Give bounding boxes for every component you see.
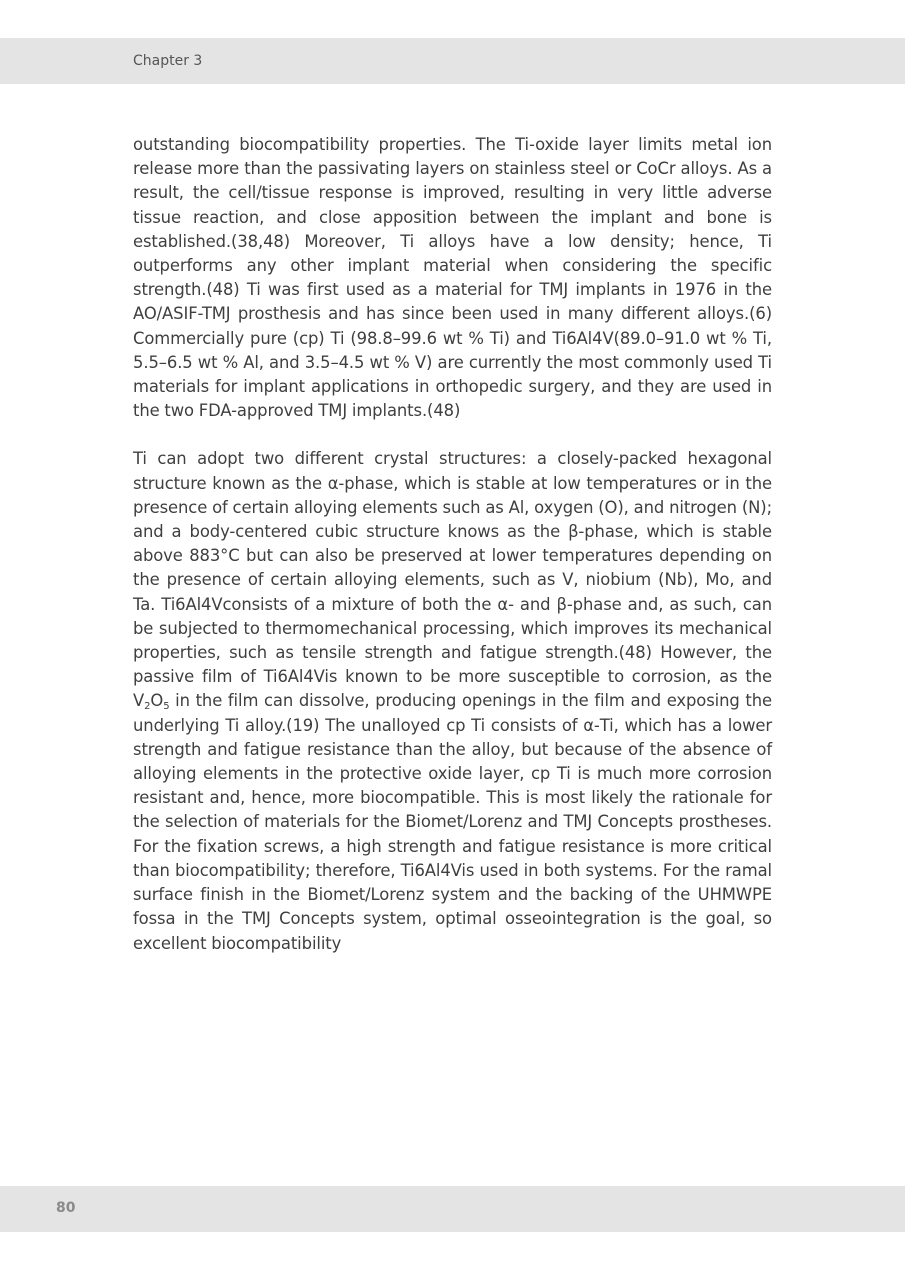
paragraph-2-part-2: in the film can dissolve, producing openings in the film and exposing the underlying Ti alloy.(19) The unalloyed cp Ti consists of α-Ti, which has a lower strength and fatigue resistance than the alloy, but because of the absence of alloying elements in the protective oxide layer, cp Ti is much more corrosion resistant and, hence, more biocompatible. This is most likely the rationale for the selection of materials for the Biomet/Lorenz and TMJ Concepts prostheses. For the fixation screws, a high strength and fatigue resistance is more critical than biocompatibility; therefore, Ti6Al4Vis used in both systems. For the ramal surface finish in the Biomet/Lorenz system and the backing of the UHMWPE fossa in the TMJ Concepts system, optimal osseointegration is the goal, so excellent biocompatibility [133,691,772,953]
paragraph-2-part-1: Ti can adopt two different crystal structures: a closely-packed hexagonal structure known as the α-phase, which is stable at low temperatures or in the presence of certain alloying elements such as Al, oxygen (O), and nitrogen (N); and a body-centered cubic structure knows as the β-phase, which is stable above 883°C but can also be preserved at lower temperatures depending on the presence of certain alloying elements, such as V, niobium (Nb), Mo, and Ta. Ti6Al4Vconsists of a mixture of both the α- and β-phase and, as such, can be subjected to thermomechanical processing, which improves its mechanical properties, such as tensile strength and fatigue strength.(48) However, the passive film of Ti6Al4Vis known to be more susceptible to corrosion, as the [133,449,772,687]
running-footer [0,1186,905,1232]
chapter-label: Chapter 3 [133,53,203,69]
running-header [0,38,905,84]
v2o5-formula: $V_2O_5$ [133,691,170,713]
paragraph-1: outstanding biocompatibility properties. The Ti-oxide layer limits metal ion release more than the passivating layers on stainless steel or CoCr alloys. As a result, the cell/tissue response is improved, resulting in very little adverse tissue reaction, and close apposition between the implant and bone is established.(38,48) Moreover, Ti alloys have a low density; hence, Ti outperforms any other implant material when considering the specific strength.(48) Ti was first used as a material for TMJ implants in 1976 in the AO/ASIF-TMJ prosthesis and has since been used in many different alloys.(6) Commercially pure (cp) Ti (98.8–99.6 wt % Ti) and Ti6Al4V(89.0–91.0 wt % Ti, 5.5–6.5 wt % Al, and 3.5–4.5 wt % V) are currently the most commonly used Ti materials for implant applications in orthopedic surgery, and they are used in the two FDA-approved TMJ implants.(48) [133,135,772,421]
page-number: 80 [56,1200,76,1216]
paragraph-2 [133,447,772,955]
body-text [133,133,772,956]
